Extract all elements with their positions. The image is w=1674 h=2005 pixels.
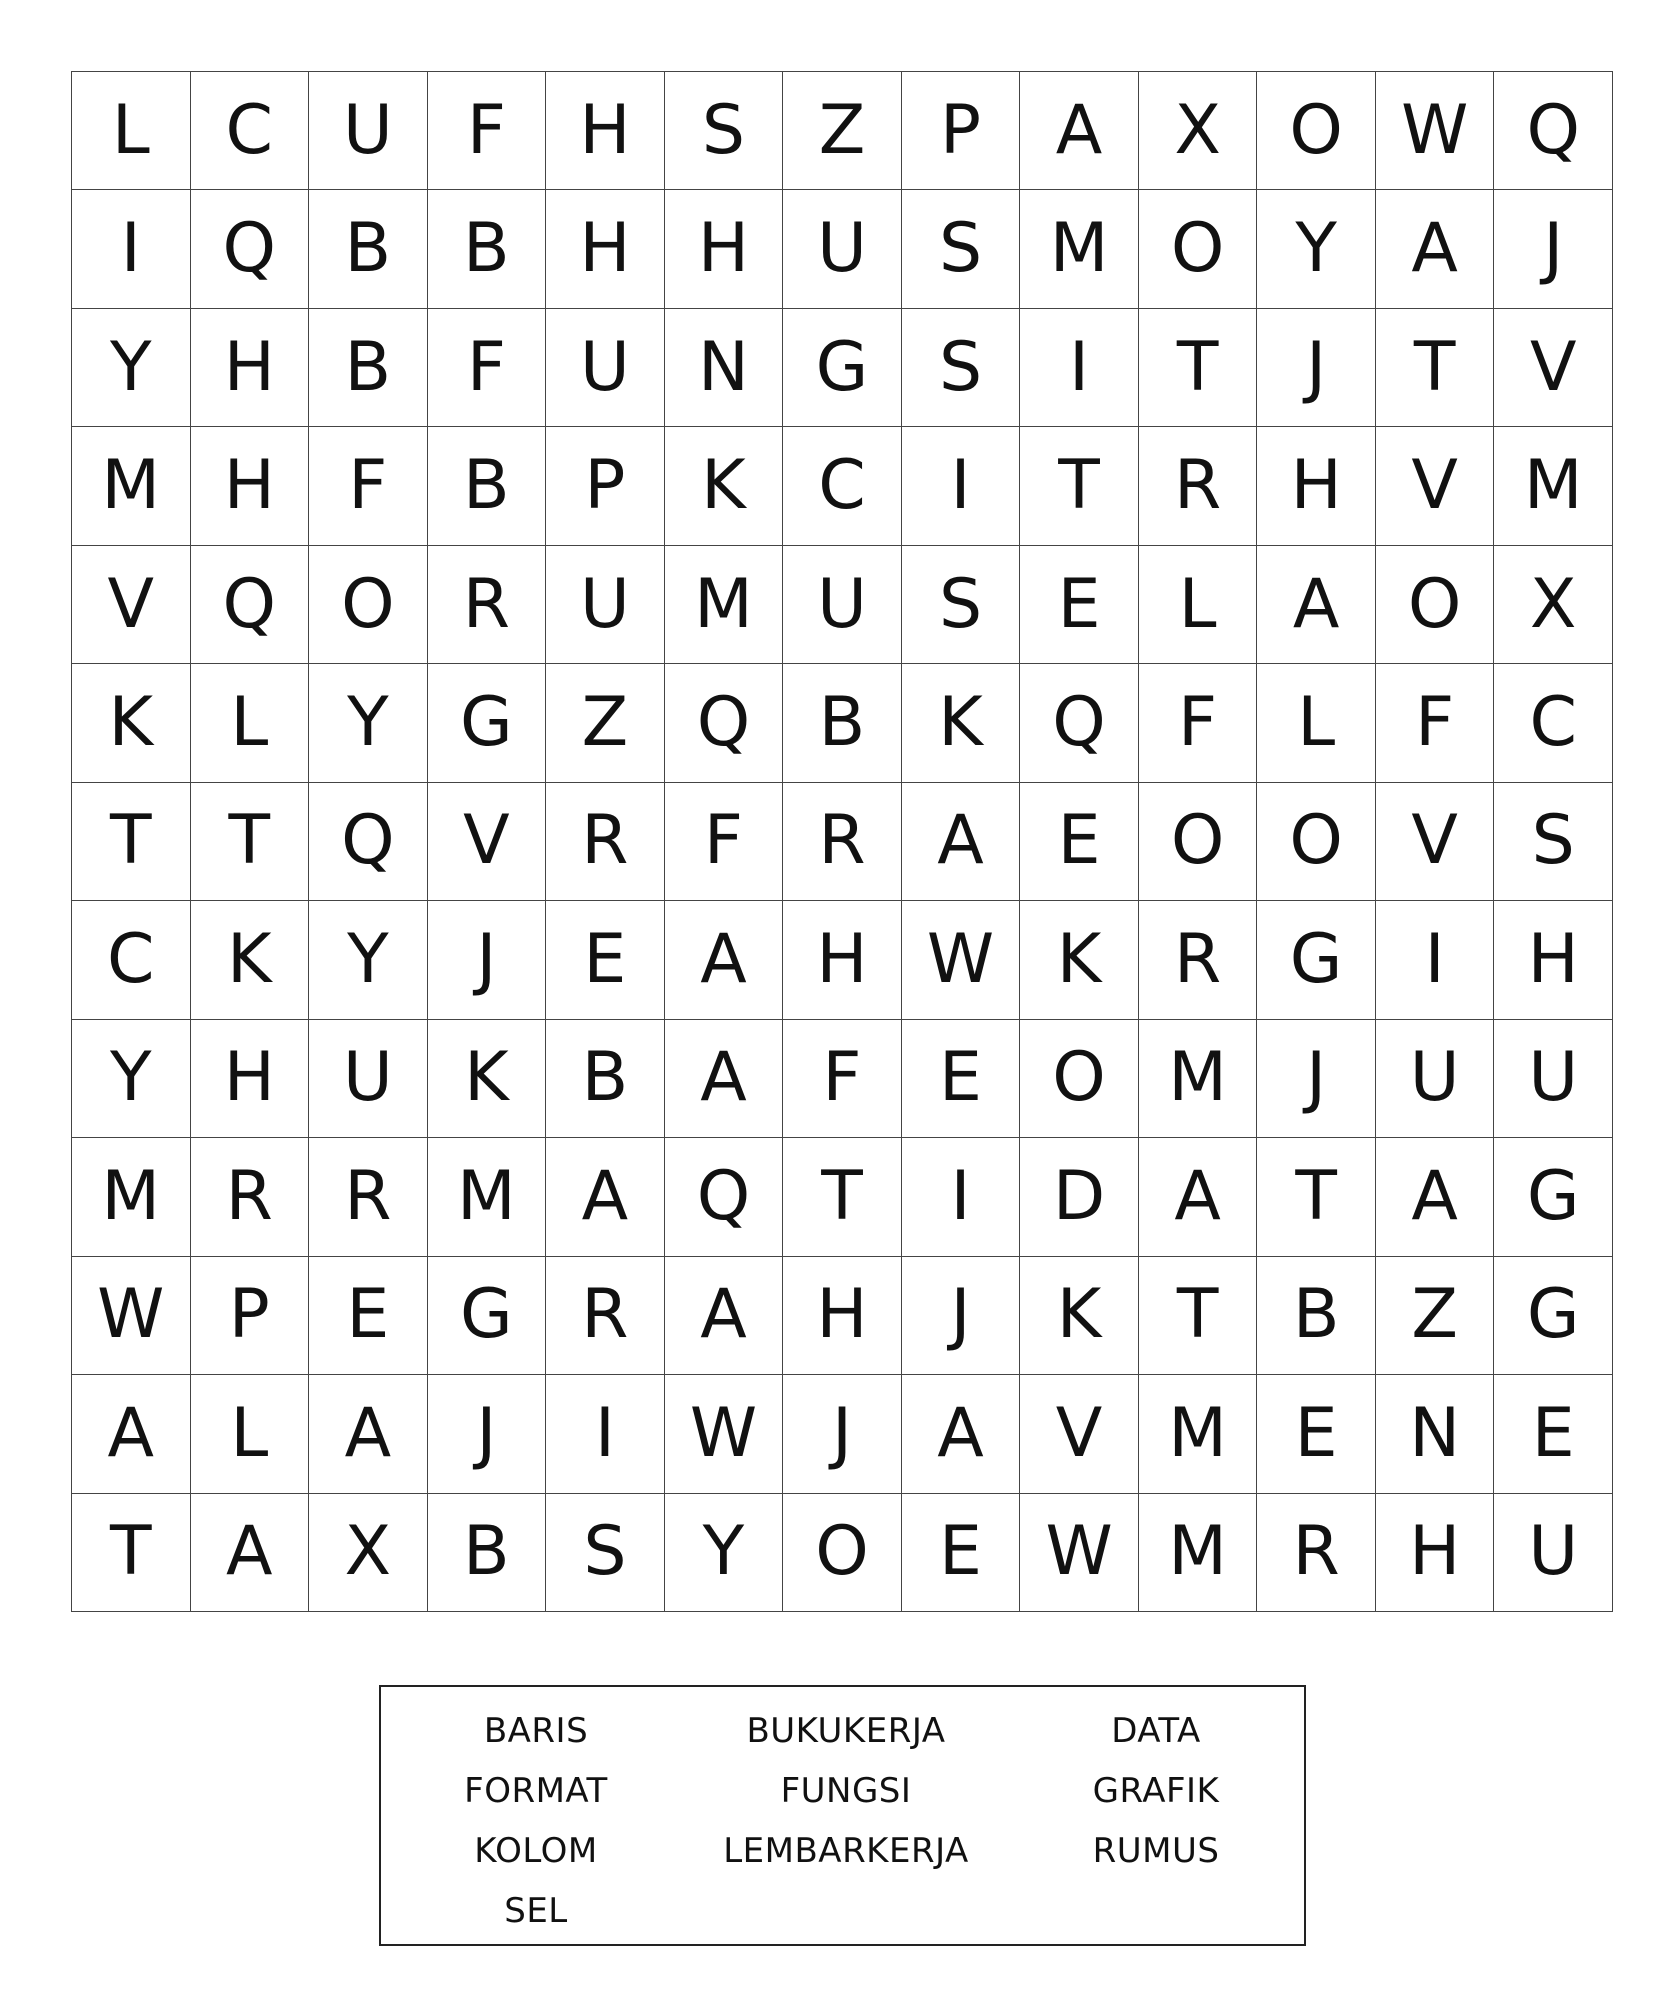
grid-cell[interactable]: O [1257,72,1376,190]
grid-cell[interactable]: A [665,901,784,1019]
word-bank-item: BARIS [483,1711,589,1751]
grid-cell[interactable]: R [546,783,665,901]
grid-cell[interactable]: G [428,1257,547,1375]
grid-cell[interactable]: O [309,546,428,664]
word-bank-item: FORMAT [464,1771,608,1811]
grid-cell[interactable]: H [1494,901,1613,1019]
grid-cell[interactable]: Y [72,309,191,427]
grid-cell[interactable]: B [783,664,902,782]
grid-cell[interactable]: Q [309,783,428,901]
grid-cell[interactable]: I [1376,901,1495,1019]
grid-cell[interactable]: R [783,783,902,901]
grid-cell[interactable]: X [309,1494,428,1612]
grid-cell[interactable]: F [428,72,547,190]
grid-cell[interactable]: A [1257,546,1376,664]
grid-cell[interactable]: E [309,1257,428,1375]
grid-cell[interactable]: I [1020,309,1139,427]
grid-cell[interactable]: O [1376,546,1495,664]
grid-cell[interactable]: S [546,1494,665,1612]
grid-cell[interactable]: Q [1020,664,1139,782]
grid-cell[interactable]: M [1139,1020,1258,1138]
word-bank-item: SEL [504,1891,568,1931]
word-bank-item: BUKUKERJA [746,1711,946,1751]
grid-cell[interactable]: C [783,427,902,545]
grid-cell[interactable]: Q [191,190,310,308]
grid-cell[interactable]: M [1020,190,1139,308]
grid-cell[interactable]: P [546,427,665,545]
word-bank-item: KOLOM [474,1831,598,1871]
grid-cell[interactable]: V [1376,783,1495,901]
grid-cell[interactable]: H [783,1257,902,1375]
grid-cell[interactable]: F [428,309,547,427]
grid-cell[interactable]: L [1139,546,1258,664]
grid-cell[interactable]: M [1139,1494,1258,1612]
grid-cell[interactable]: T [783,1138,902,1256]
grid-cell[interactable]: X [1494,546,1613,664]
grid-cell[interactable]: X [1139,72,1258,190]
grid-cell[interactable]: L [72,72,191,190]
grid-cell[interactable]: T [72,783,191,901]
grid-cell[interactable]: K [72,664,191,782]
grid-cell[interactable]: U [783,546,902,664]
grid-cell[interactable]: U [309,1020,428,1138]
grid-cell[interactable]: S [1494,783,1613,901]
grid-cell[interactable]: M [665,546,784,664]
grid-cell[interactable]: A [1020,72,1139,190]
grid-cell[interactable]: B [309,309,428,427]
grid-cell[interactable]: E [1020,546,1139,664]
word-bank-item: GRAFIK [1092,1771,1220,1811]
grid-cell[interactable]: Y [309,901,428,1019]
grid-cell[interactable]: B [428,1494,547,1612]
grid-cell[interactable]: L [191,664,310,782]
grid-cell[interactable]: L [191,1375,310,1493]
word-bank-item: FUNGSI [780,1771,912,1811]
grid-cell[interactable]: Z [1376,1257,1495,1375]
grid-cell[interactable]: M [1494,427,1613,545]
grid-cell[interactable]: S [902,190,1021,308]
grid-cell[interactable]: F [309,427,428,545]
grid-cell[interactable]: R [1257,1494,1376,1612]
grid-cell[interactable]: T [191,783,310,901]
grid-cell[interactable]: J [428,901,547,1019]
grid-cell[interactable]: O [783,1494,902,1612]
grid-cell[interactable]: G [783,309,902,427]
grid-cell[interactable]: D [1020,1138,1139,1256]
grid-cell[interactable]: Q [191,546,310,664]
grid-cell[interactable]: R [309,1138,428,1256]
grid-cell[interactable]: C [1494,664,1613,782]
grid-cell[interactable]: F [665,783,784,901]
grid-cell[interactable]: J [1257,309,1376,427]
grid-cell[interactable]: H [546,72,665,190]
grid-cell[interactable]: T [72,1494,191,1612]
grid-cell[interactable]: B [1257,1257,1376,1375]
grid-cell[interactable]: W [72,1257,191,1375]
grid-cell[interactable]: K [1020,1257,1139,1375]
grid-cell[interactable]: S [902,309,1021,427]
grid-cell[interactable]: Q [665,1138,784,1256]
grid-cell[interactable]: Z [783,72,902,190]
grid-cell[interactable]: G [1494,1138,1613,1256]
letter-grid [71,71,1613,1612]
word-bank-item: LEMBARKERJA [723,1831,969,1871]
grid-cell[interactable]: Q [1494,72,1613,190]
grid-cell[interactable]: E [546,901,665,1019]
grid-cell[interactable]: N [665,309,784,427]
grid-cell[interactable]: A [309,1375,428,1493]
grid-cell[interactable]: W [1020,1494,1139,1612]
grid-cell[interactable]: W [1376,72,1495,190]
grid-cell[interactable]: S [902,546,1021,664]
grid-cell[interactable]: E [1257,1375,1376,1493]
grid-cell[interactable]: L [1257,664,1376,782]
grid-cell[interactable]: F [1139,664,1258,782]
grid-cell[interactable]: A [191,1494,310,1612]
grid-cell[interactable]: F [1376,664,1495,782]
grid-cell[interactable]: Z [546,664,665,782]
grid-cell[interactable]: T [1139,309,1258,427]
grid-cell[interactable]: U [546,309,665,427]
grid-cell[interactable]: K [902,664,1021,782]
grid-cell[interactable]: O [1020,1020,1139,1138]
grid-cell[interactable]: T [1257,1138,1376,1256]
grid-cell[interactable]: V [1376,427,1495,545]
word-bank-item: RUMUS [1092,1831,1220,1871]
grid-cell[interactable]: A [546,1138,665,1256]
grid-cell[interactable]: G [1494,1257,1613,1375]
grid-cell[interactable]: U [783,190,902,308]
grid-cell[interactable]: P [191,1257,310,1375]
grid-cell[interactable]: I [902,1138,1021,1256]
grid-cell[interactable]: R [191,1138,310,1256]
grid-cell[interactable]: R [546,1257,665,1375]
grid-cell[interactable]: U [309,72,428,190]
grid-cell[interactable]: U [546,546,665,664]
grid-cell[interactable]: C [191,72,310,190]
grid-cell[interactable]: U [1376,1020,1495,1138]
grid-cell[interactable]: V [428,783,547,901]
grid-cell[interactable]: R [1139,427,1258,545]
grid-cell[interactable]: Q [665,664,784,782]
grid-cell[interactable]: N [1376,1375,1495,1493]
grid-cell[interactable]: M [72,1138,191,1256]
grid-cell[interactable]: B [546,1020,665,1138]
grid-cell[interactable]: K [191,901,310,1019]
grid-cell[interactable]: R [428,546,547,664]
grid-cell[interactable]: V [1020,1375,1139,1493]
grid-cell[interactable]: T [1376,309,1495,427]
grid-cell[interactable]: A [902,783,1021,901]
word-bank-item: DATA [1111,1711,1201,1751]
grid-cell[interactable]: M [72,427,191,545]
grid-cell[interactable]: O [1257,783,1376,901]
grid-cell[interactable]: P [902,72,1021,190]
grid-cell[interactable]: A [665,1020,784,1138]
grid-cell[interactable]: I [72,190,191,308]
grid-cell[interactable]: W [902,901,1021,1019]
grid-cell[interactable]: F [783,1020,902,1138]
grid-cell[interactable]: A [1376,1138,1495,1256]
grid-cell[interactable]: B [428,190,547,308]
grid-cell[interactable]: Y [665,1494,784,1612]
grid-cell[interactable]: E [1494,1375,1613,1493]
grid-cell[interactable]: V [72,546,191,664]
grid-cell[interactable]: I [902,427,1021,545]
grid-cell[interactable]: J [1494,190,1613,308]
grid-cell[interactable]: A [1139,1138,1258,1256]
grid-cell[interactable]: J [902,1257,1021,1375]
grid-cell[interactable]: K [428,1020,547,1138]
grid-cell[interactable]: Y [309,664,428,782]
grid-cell[interactable]: E [1020,783,1139,901]
grid-cell[interactable]: Y [72,1020,191,1138]
grid-cell[interactable]: E [902,1020,1021,1138]
grid-cell[interactable]: A [1376,190,1495,308]
grid-cell[interactable]: K [1020,901,1139,1019]
word-bank [379,1685,1306,1946]
grid-cell[interactable]: B [309,190,428,308]
grid-cell[interactable]: T [1139,1257,1258,1375]
grid-cell[interactable]: U [1494,1494,1613,1612]
grid-cell[interactable]: G [1257,901,1376,1019]
grid-cell[interactable]: A [902,1375,1021,1493]
grid-cell[interactable]: H [1257,427,1376,545]
grid-cell[interactable]: B [428,427,547,545]
grid-cell[interactable]: H [665,190,784,308]
grid-cell[interactable]: C [72,901,191,1019]
grid-cell[interactable]: I [546,1375,665,1493]
grid-cell[interactable]: V [1494,309,1613,427]
grid-cell[interactable]: W [665,1375,784,1493]
grid-cell[interactable]: A [665,1257,784,1375]
grid-cell[interactable]: J [783,1375,902,1493]
grid-cell[interactable]: Y [1257,190,1376,308]
grid-cell[interactable]: J [1257,1020,1376,1138]
grid-cell[interactable]: S [665,72,784,190]
grid-cell[interactable]: A [72,1375,191,1493]
grid-cell[interactable]: H [783,901,902,1019]
grid-cell[interactable]: H [1376,1494,1495,1612]
grid-cell[interactable]: H [191,309,310,427]
grid-cell[interactable]: O [1139,190,1258,308]
grid-cell[interactable]: M [1139,1375,1258,1493]
grid-cell[interactable]: E [902,1494,1021,1612]
grid-cell[interactable]: H [191,427,310,545]
grid-cell[interactable]: H [546,190,665,308]
grid-cell[interactable]: M [428,1138,547,1256]
grid-cell[interactable]: J [428,1375,547,1493]
grid-cell[interactable]: U [1494,1020,1613,1138]
grid-cell[interactable]: O [1139,783,1258,901]
grid-cell[interactable]: H [191,1020,310,1138]
grid-cell[interactable]: K [665,427,784,545]
grid-cell[interactable]: T [1020,427,1139,545]
grid-cell[interactable]: R [1139,901,1258,1019]
grid-cell[interactable]: G [428,664,547,782]
